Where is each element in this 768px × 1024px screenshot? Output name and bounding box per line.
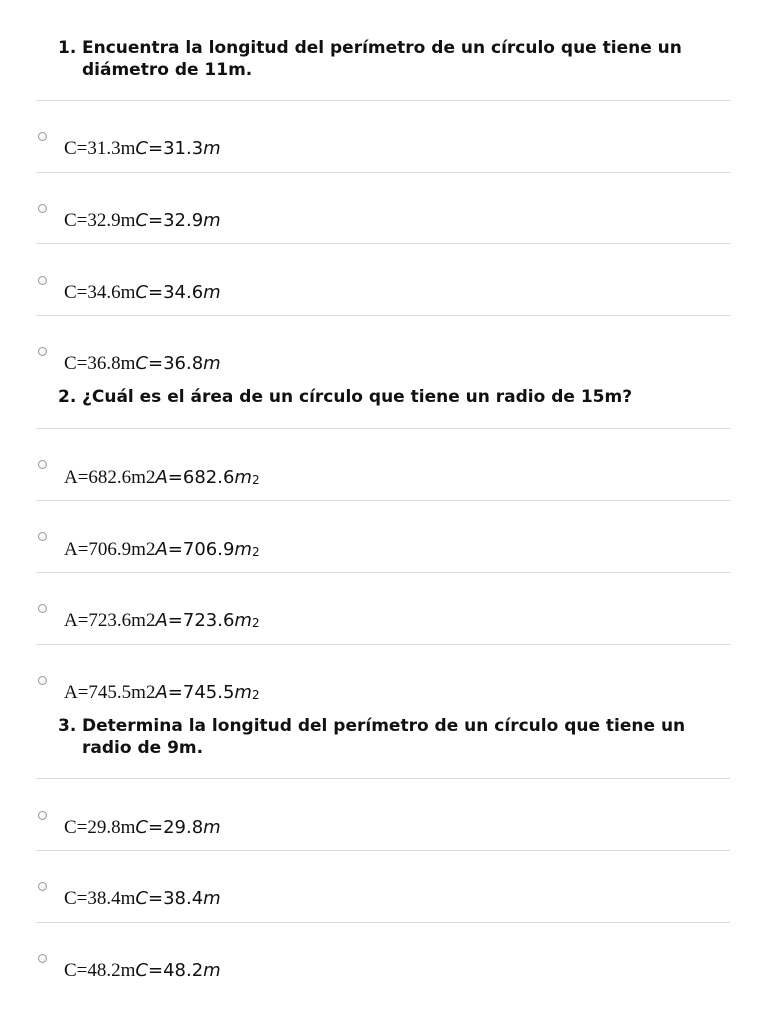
divider (36, 572, 730, 573)
option-q2-b[interactable] (64, 538, 260, 564)
option-math: C=38.4m (135, 888, 221, 909)
radio-button-q2-b[interactable] (38, 532, 47, 541)
divider (36, 428, 730, 429)
option-math: A=745.5m2 (155, 682, 260, 703)
radio-button-q1-c[interactable] (38, 276, 47, 285)
question-1 (58, 37, 738, 81)
option-text: A=745.5m2 (64, 682, 156, 703)
divider (36, 500, 730, 501)
option-q1-a[interactable] (64, 137, 221, 161)
question-3 (58, 715, 738, 759)
option-math: A=723.6m2 (155, 610, 260, 631)
option-math: C=36.8m (135, 353, 221, 374)
question-number: 1. (58, 38, 77, 58)
option-math: C=48.2m (135, 960, 221, 981)
divider (36, 100, 730, 101)
option-text: A=706.9m2 (64, 539, 156, 560)
option-text: C=31.3m (64, 138, 136, 159)
radio-button-q3-a[interactable] (38, 811, 47, 820)
option-math: A=706.9m2 (155, 539, 260, 560)
radio-button-q1-b[interactable] (38, 204, 47, 213)
option-q3-c[interactable] (64, 959, 221, 983)
option-math: A=682.6m2 (155, 467, 260, 488)
radio-button-q2-c[interactable] (38, 604, 47, 613)
radio-button-q1-d[interactable] (38, 347, 47, 356)
question-2 (58, 386, 738, 408)
option-text: C=32.9m (64, 210, 136, 231)
radio-button-q2-a[interactable] (38, 460, 47, 469)
question-text: ¿Cuál es el área de un círculo que tiene un radio de 15m? (82, 387, 633, 407)
divider (36, 850, 730, 851)
option-text: C=34.6m (64, 282, 136, 303)
option-math: C=29.8m (135, 817, 221, 838)
question-number: 3. (58, 716, 77, 736)
option-text: A=682.6m2 (64, 467, 156, 488)
option-math: C=31.3m (135, 138, 221, 159)
option-text: C=38.4m (64, 888, 136, 909)
option-text: C=48.2m (64, 960, 136, 981)
option-q3-a[interactable] (64, 816, 221, 840)
radio-button-q3-c[interactable] (38, 954, 47, 963)
option-text: A=723.6m2 (64, 610, 156, 631)
option-q1-c[interactable] (64, 281, 221, 305)
divider (36, 922, 730, 923)
divider (36, 172, 730, 173)
option-q2-d[interactable] (64, 681, 260, 707)
option-text: C=29.8m (64, 817, 136, 838)
divider (36, 315, 730, 316)
option-q2-c[interactable] (64, 609, 260, 635)
option-q2-a[interactable] (64, 466, 260, 492)
option-q3-b[interactable] (64, 887, 221, 911)
question-number: 2. (58, 387, 77, 407)
option-math: C=32.9m (135, 210, 221, 231)
option-text: C=36.8m (64, 353, 136, 374)
question-text: Determina la longitud del perímetro de un círculo que tiene un radio de 9m. (82, 716, 686, 758)
option-q1-b[interactable] (64, 209, 221, 233)
divider (36, 778, 730, 779)
radio-button-q1-a[interactable] (38, 132, 47, 141)
radio-button-q2-d[interactable] (38, 676, 47, 685)
radio-button-q3-b[interactable] (38, 882, 47, 891)
question-text: Encuentra la longitud del perímetro de un círculo que tiene un diámetro de 11m. (82, 38, 682, 80)
divider (36, 644, 730, 645)
option-math: C=34.6m (135, 282, 221, 303)
divider (36, 243, 730, 244)
option-q1-d[interactable] (64, 352, 221, 376)
